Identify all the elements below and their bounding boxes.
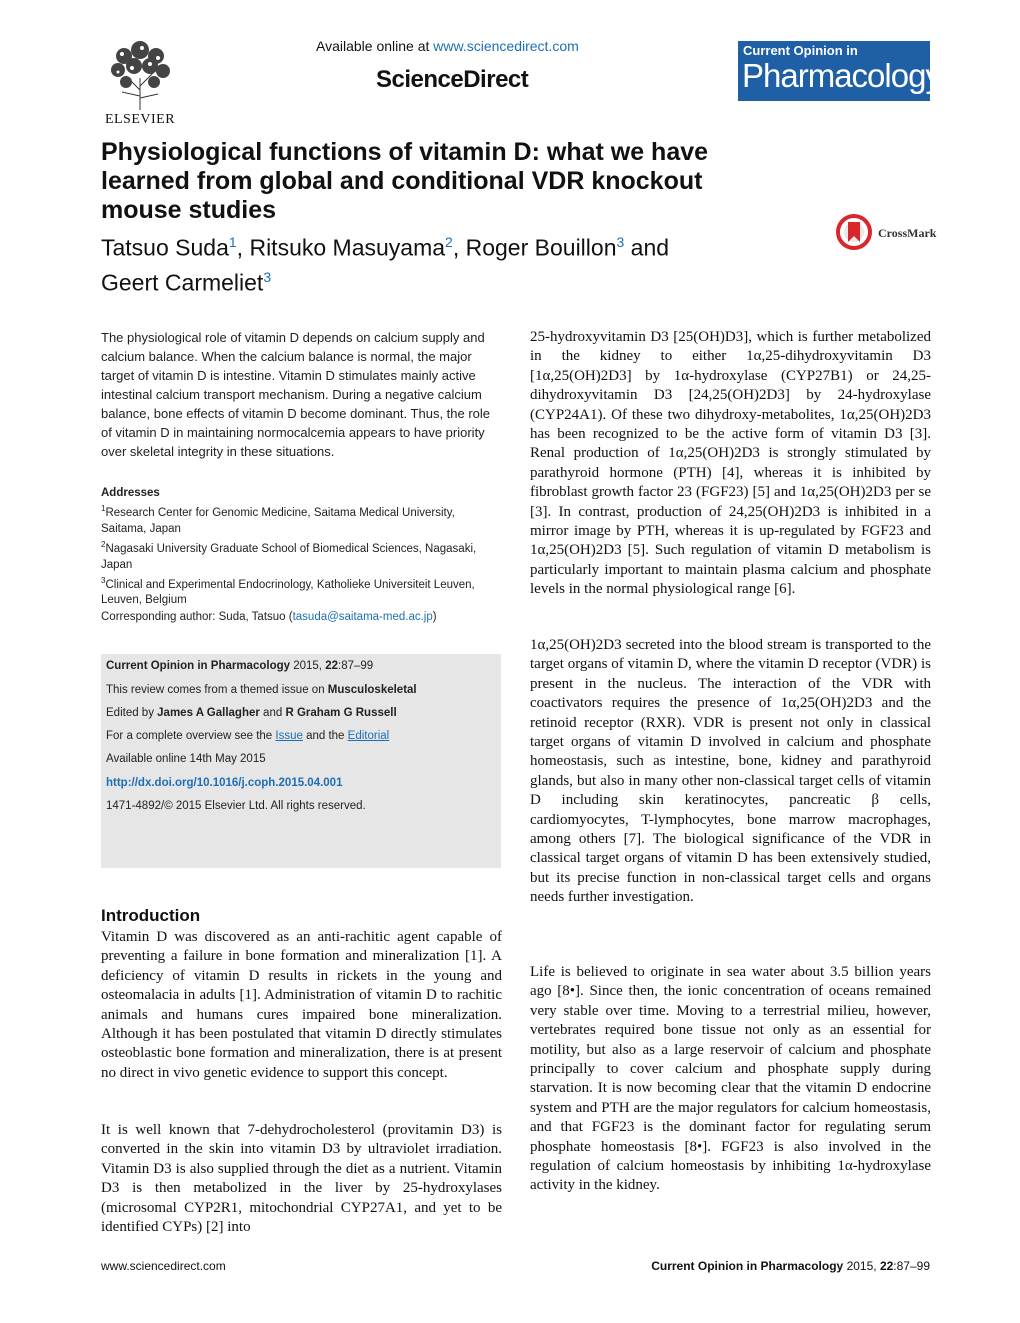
footer-year: 2015, [843,1259,880,1273]
author-separator: , [236,234,250,261]
author-separator: , [452,234,466,261]
available-prefix: Available online at [316,38,434,54]
info-themed [106,684,417,696]
info-year: 2015, [290,660,326,672]
body-paragraph: 25-hydroxyvitamin D3 [25(OH)D3], which is further metabolized in the kidney to either 1α,25-dihydroxyvitamin D3 [1α,25(OH)2D3] by 1α-hydroxylase (CYP27B1) or 24,25-dihydroxyvitamin D3 [24,25(OH)2D3] by 24-hydroxylase (CYP24A1). Of these two dihydroxy-metabolites, 1α,25(OH)2D3 has been recognized to be the active form of vitamin D3 [3]. Renal production of 1α,25(OH)2D3 is strongly stimulated by parathyroid hormone (PTH) [4], whereas it is inhibited by fibroblast growth factor 23 (FGF23) [5] and 1α,25(OH)2D3 per se [3]. In contrast, production of 24,25(OH)2D3 is inhibited in a mirror image by PTH, whereas it is up-regulated by FGF23 and 1α,25(OH)2D3 [5]. Such regulation of vitamin D metabolism is particularly important to maintain plasma calcium and phosphate levels in the normal physiological range [6]. [530,329,931,598]
info-available: Available online 14th May 2015 [106,753,266,765]
footer-citation [651,1259,930,1273]
info-overview-and: and the [302,730,348,742]
author-affiliation[interactable]: 3 [616,234,625,250]
introduction-paragraph: It is well known that 7-dehydrocholesterol (provitamin D3) is converted in the skin into vitamin D3 by ultraviolet irradiation. Vitamin D3 is also supplied through the diet as a nutrient. Vitamin D3 is then metabolized in the liver by 25-hydroxylases (microsomal CYP2R1, mitochondrial CYP27A1, and yet to be identified CYPs) [2] into [101,1122,502,1236]
author-affiliation[interactable]: 2 [445,234,453,250]
body-paragraph: Life is believed to originate in sea water about 3.5 billion years ago [8•]. Since then, the ionic concentration of oceans remained very stable over time. Moving to a terrestrial milieu, however, vertebrates required bone tissue not only as an essential for motility, but also as a large reservoir of calcium and phosphate principally to cover calcium and phosphate supply during starvation. It is now becoming clear that the vitamin D endocrine system and PTH are the major regulators for calcium homeostasis, and that FGF23 is the dominant factor for regulating serum phosphate homeostasis [8•]. FGF23 is also involved in the regulation of calcium homeostasis by inhibiting 1α-hydroxylase activity in the kidney. [530,964,931,1194]
address-number: 3 [101,575,106,585]
author-affiliation[interactable]: 3 [263,268,272,285]
corresponding-prefix: Corresponding author: Suda, Tatsuo ( [101,611,293,623]
doi-link[interactable]: http://dx.doi.org/10.1016/j.coph.2015.04.001 [106,777,343,789]
info-citation [106,660,373,672]
issue-link[interactable]: Issue [275,730,303,742]
article-info-box [101,654,501,868]
crossmark-label: CrossMark [878,226,937,240]
footer-journal: Current Opinion in Pharmacology [651,1259,844,1273]
address-item [101,537,501,573]
info-editor: R Graham G Russell [285,707,397,719]
sciencedirect-title: ScienceDirect [376,66,529,93]
info-volume: 22 [325,660,338,672]
author-list [101,228,801,297]
address-text: Nagasaki University Graduate School of Biomedical Sciences, Nagasaki, Japan [101,542,477,571]
info-overview [106,730,389,742]
corresponding-author [101,611,501,623]
journal-logo-top: Current Opinion in [743,43,858,58]
journal-logo [738,41,941,101]
address-number: 1 [101,504,106,513]
addresses-heading: Addresses [101,487,160,499]
journal-logo-name: Pharmacology [742,57,941,94]
footer-volume: 22 [879,1259,894,1273]
info-journal: Current Opinion in Pharmacology [106,660,291,672]
corresponding-suffix: ) [432,611,437,623]
abstract: The physiological role of vitamin D depends on calcium supply and calcium balance. When the calcium balance is normal, the major target of vitamin D is intestine. Vitamin D stimulates mainly active intestinal calcium transport mechanism. During a negative calcium balance, bone effects of vitamin D become dominant. Thus, the role of vitamin D in maintaining normocalcemia appears to have priority over skeletal integrity in these situations. [101,330,491,459]
body-paragraph: 1α,25(OH)2D3 secreted into the blood stream is transported to the target organs of vitamin D, where the vitamin D receptor (VDR) is present in the nucleus. The interaction of the VDR with coactivators requires the presence of 1α,25(OH)2D3 and the retinoid receptor (RXR). VDR is present not only in classical target organs of vitamin D involved in calcium and phosphate homeostasis, such as intestine, bone, kidney and parathyroid glands, but also in many other non-classical target cells of vitamin D including skin keratinocytes, pancreatic β cells, cardiomyocytes, T-lymphocytes, bone marrow macrophages, among others [7]. The biological significance of the VDR in classical target organs of vitamin D has been extensively studied, but its precise function in non-classical target cells and organs needs further investigation. [530,637,931,906]
info-themed-issue: Musculoskeletal [327,684,417,696]
address-item [101,501,501,537]
address-item [101,573,501,609]
author-name[interactable]: Ritsuko Masuyama [249,234,446,261]
footer-website[interactable]: www.sciencedirect.com [101,1259,226,1273]
address-text: Clinical and Experimental Endocrinology, Katholieke Universiteit Leuven, Leuven, Belgium [101,578,475,607]
article-title: Physiological functions of vitamin D: what we have learned from global and conditional VDR knockout mouse studies [101,138,709,224]
info-pages: :87–99 [338,660,374,672]
elsevier-tree-icon [104,40,176,112]
available-online-line [316,38,579,54]
author-name[interactable]: Roger Bouillon [465,234,617,261]
introduction-heading: Introduction [101,906,201,925]
info-copyright: 1471-4892/© 2015 Elsevier Ltd. All rights reserved. [106,800,366,812]
crossmark-button[interactable] [836,214,936,250]
corresponding-email-link[interactable]: tasuda@saitama-med.ac.jp [292,611,433,623]
crossmark-icon [836,214,874,250]
introduction-paragraph: Vitamin D was discovered as an anti-rachitic agent capable of preventing a failure in bone formation and mineralization [1]. A deficiency of vitamin D results in rickets in the young and osteomalacia in adults [1]. Administration of vitamin D to rachitic animals and humans cures impaired bone mineralization. Although it has been postulated that vitamin D directly stimulates osteoblastic bone formation and mineralization, there is at present no direct in vivo genetic evidence to support this concept. [101,929,502,1081]
elsevier-wordmark: ELSEVIER [104,112,176,127]
elsevier-logo [100,40,180,128]
address-text: Research Center for Genomic Medicine, Saitama Medical University, Saitama, Japan [101,506,455,535]
author-separator: and [624,234,670,261]
info-themed-prefix: This review comes from a themed issue on [106,684,328,696]
address-number: 2 [101,539,106,549]
author-name[interactable]: Geert Carmeliet [101,269,264,296]
sciencedirect-link[interactable]: www.sciencedirect.com [433,38,579,54]
editorial-link[interactable]: Editorial [347,730,390,742]
info-editors [106,707,397,719]
info-edited-prefix: Edited by [106,707,158,719]
author-name[interactable]: Tatsuo Suda [101,234,229,261]
info-overview-prefix: For a complete overview see the [106,730,276,742]
footer-pages: :87–99 [893,1259,930,1273]
info-editor: James A Gallagher [157,707,260,719]
addresses [101,485,501,608]
info-edited-and: and [259,707,286,719]
author-affiliation[interactable]: 1 [228,234,237,250]
